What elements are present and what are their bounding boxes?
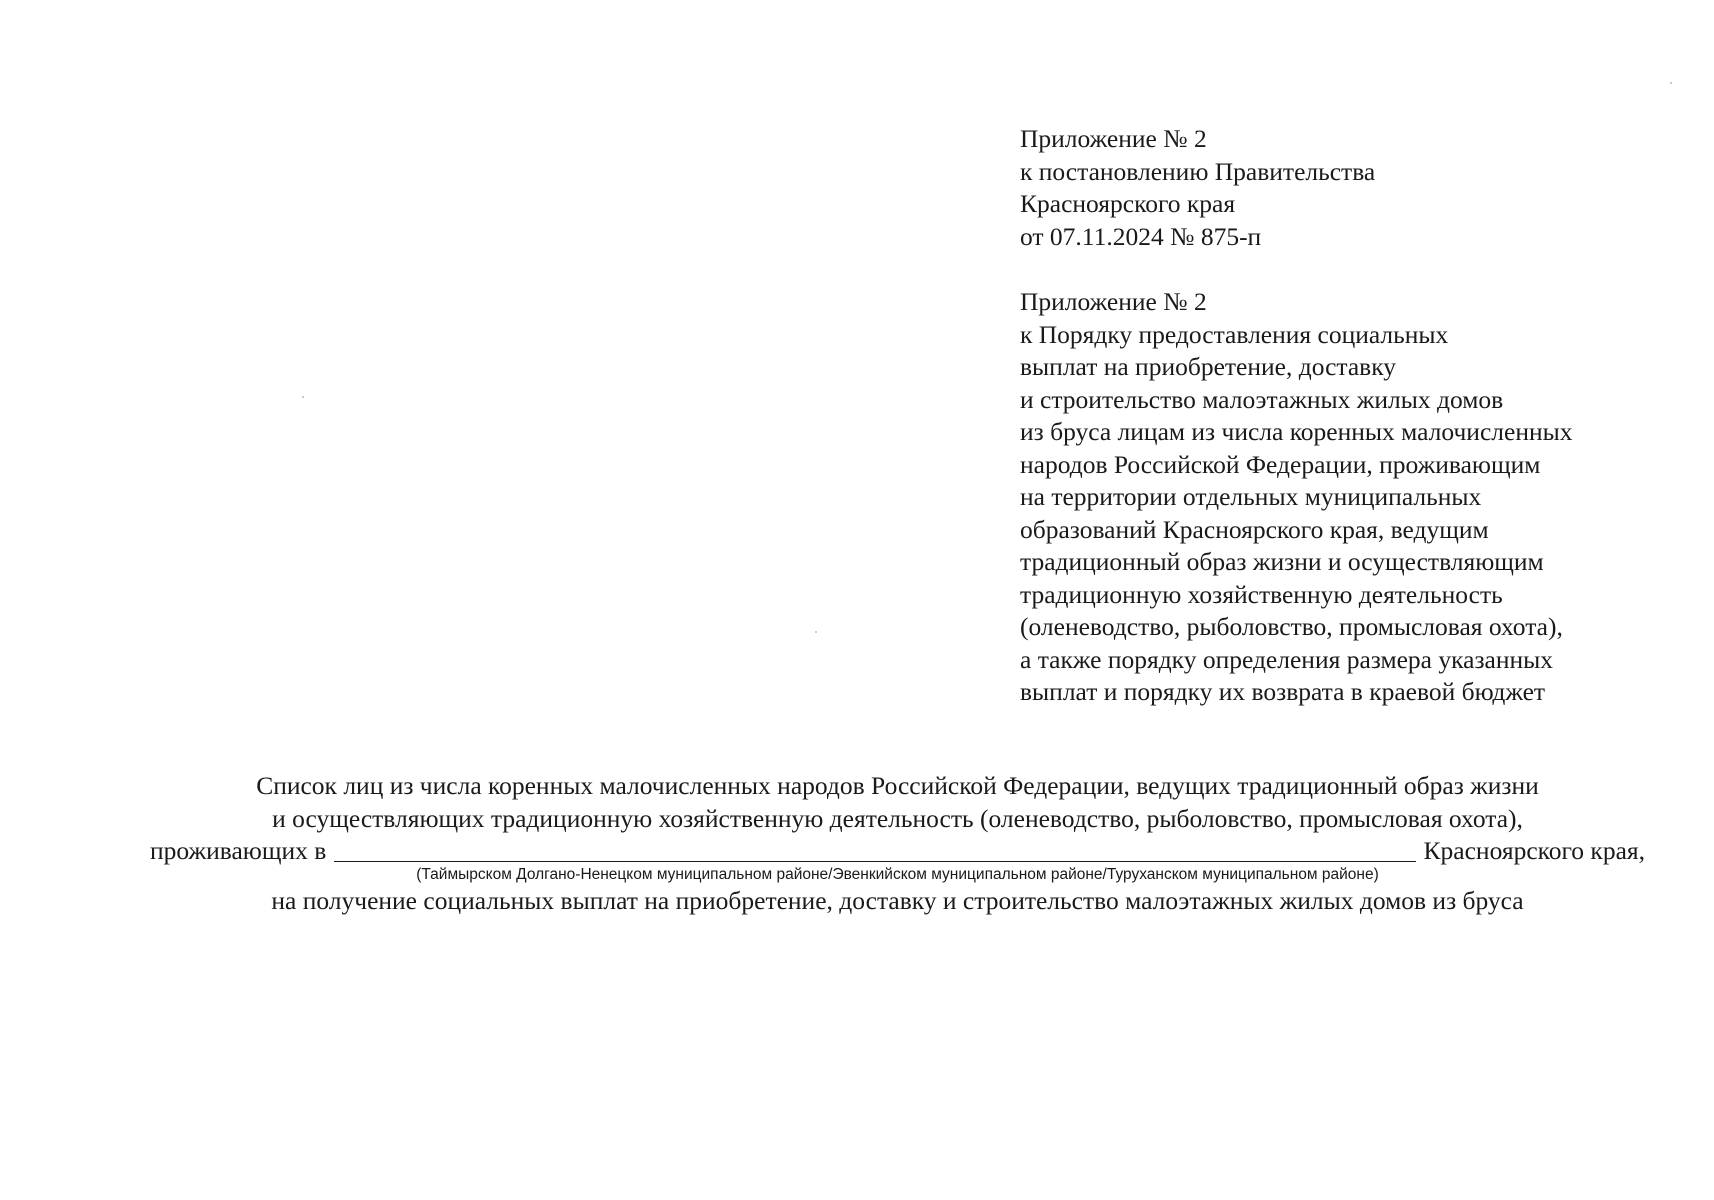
appendix-resolution-line: к постановлению Правительства bbox=[1020, 156, 1376, 186]
appendix-resolution-line: Приложение № 2 bbox=[1020, 124, 1207, 153]
appendix-order-line: и строительство малоэтажных жилых домов bbox=[1020, 384, 1504, 414]
scan-speck bbox=[302, 396, 304, 398]
scan-speck bbox=[815, 631, 817, 633]
district-hint: (Таймырском Долгано-Ненецком муниципальном районе/Эвенкийском муниципальном районе/Туруханском муниципальном районе) bbox=[416, 865, 1379, 883]
appendix-order-line: из бруса лицам из числа коренных малочисленных bbox=[1020, 417, 1573, 446]
list-title-line-1: Список лиц из числа коренных малочисленных народов Российской Федерации, ведущих традиционный образ жизни bbox=[256, 771, 1539, 800]
appendix-order-line: традиционный образ жизни и осуществляющим bbox=[1020, 547, 1544, 576]
appendix-order-line: (оленеводство, рыболовство, промысловая охота), bbox=[1020, 612, 1563, 641]
living-in-label: проживающих в bbox=[150, 836, 327, 865]
appendix-order-line: народов Российской Федерации, проживающим bbox=[1020, 449, 1541, 479]
appendix-order-line: выплат на приобретение, доставку bbox=[1020, 352, 1396, 381]
list-title-line-3 bbox=[150, 835, 1645, 868]
list-title bbox=[150, 770, 1645, 917]
appendix-order-line: образований Красноярского края, ведущим bbox=[1020, 514, 1489, 544]
appendix-resolution-line: от 07.11.2024 № 875-п bbox=[1020, 221, 1262, 251]
list-title-line-4: на получение социальных выплат на приобретение, доставку и строительство малоэтажных жилых домов из бруса bbox=[271, 885, 1524, 915]
appendix-order-line: на территории отдельных муниципальных bbox=[1020, 482, 1482, 511]
appendix-order-line: к Порядку предоставления социальных bbox=[1020, 319, 1449, 349]
appendix-order-line: Приложение № 2 bbox=[1020, 287, 1207, 316]
appendix-resolution-block bbox=[1020, 123, 1375, 253]
list-title-line-2: и осуществляющих традиционную хозяйственную деятельность (оленеводство, рыболовство, промысловая охота), bbox=[272, 803, 1523, 833]
appendix-order-line: а также порядку определения размера указанных bbox=[1020, 644, 1554, 674]
scan-speck bbox=[1670, 82, 1672, 84]
appendix-order-line: выплат и порядку их возврата в краевой бюджет bbox=[1020, 677, 1546, 706]
appendix-resolution-line: Красноярского края bbox=[1020, 189, 1236, 218]
krasnoyarsk-region-label: Красноярского края, bbox=[1423, 836, 1645, 865]
appendix-order-line: традиционную хозяйственную деятельность bbox=[1020, 579, 1503, 609]
district-blank-field[interactable] bbox=[334, 860, 1415, 862]
appendix-order-block bbox=[1020, 286, 1573, 709]
